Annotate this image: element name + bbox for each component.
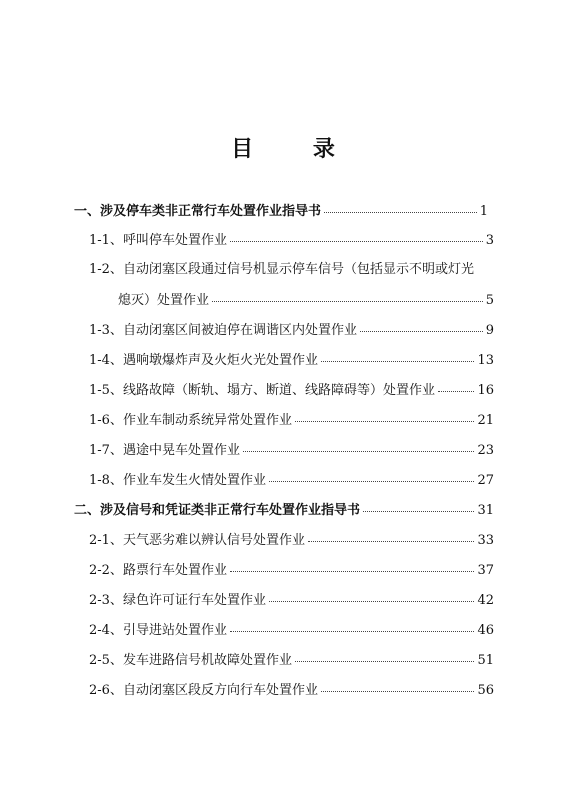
toc-item-number: 1-5、: [89, 383, 123, 398]
toc-page-number: 37: [477, 563, 494, 578]
toc-section-1[interactable]: [0, 201, 566, 221]
toc-page-number: 16: [477, 383, 494, 398]
toc-item-label: 遇途中晃车处置作业: [122, 443, 240, 458]
toc-page-number: 33: [477, 533, 494, 548]
toc-item-number: 1-4、: [89, 353, 123, 368]
toc-page-number: 5: [485, 293, 494, 308]
toc-item-label: 作业车发生火情处置作业: [122, 473, 266, 488]
toc-item-label: 自动闭塞区段通过信号机显示停车信号（包括显示不明或灯光: [122, 262, 474, 277]
toc-item-number: 2-5、: [89, 653, 123, 668]
toc-item-number: 1-6、: [89, 413, 123, 428]
toc-item-1-5[interactable]: [0, 380, 566, 400]
leader-dots: [324, 199, 477, 213]
page-title: 目 录: [231, 137, 361, 162]
leader-dots: [230, 558, 475, 572]
toc-item-1-6[interactable]: [0, 410, 566, 430]
toc-item-2-6[interactable]: [0, 680, 566, 700]
toc-item-2-4[interactable]: [0, 620, 566, 640]
toc-page-number: 23: [477, 443, 494, 458]
toc-page-number: 27: [477, 473, 494, 488]
toc-page-number: 56: [477, 683, 494, 698]
toc-item-number: 1-7、: [89, 443, 123, 458]
leader-dots: [308, 528, 475, 542]
toc-page-number: 1: [479, 204, 488, 219]
leader-dots: [212, 288, 483, 302]
toc-item-1-2-continued[interactable]: [0, 290, 566, 310]
toc-page-number: 42: [477, 593, 494, 608]
toc-item-1-1[interactable]: [0, 230, 566, 250]
toc-item-1-2[interactable]: [0, 260, 566, 280]
toc-item-label-continued: 熄灭）处置作业: [118, 293, 210, 308]
leader-dots: [360, 318, 483, 332]
toc-item-number: 2-1、: [89, 533, 123, 548]
toc-item-2-1[interactable]: [0, 530, 566, 550]
leader-dots: [363, 498, 474, 512]
toc-section-label: 二、涉及信号和凭证类非正常行车处置作业指导书: [74, 503, 361, 518]
toc-item-number: 1-1、: [89, 233, 123, 248]
leader-dots: [438, 378, 475, 392]
leader-dots: [243, 438, 475, 452]
leader-dots: [269, 468, 475, 482]
toc-item-label: 引导进站处置作业: [122, 623, 227, 638]
toc-page-number: 13: [477, 353, 494, 368]
leader-dots: [269, 588, 475, 602]
toc-page-number: 46: [477, 623, 494, 638]
toc-item-label: 遇响墩爆炸声及火炬火光处置作业: [122, 353, 318, 368]
toc-item-2-5[interactable]: [0, 650, 566, 670]
toc-section-label: 一、涉及停车类非正常行车处置作业指导书: [74, 204, 322, 219]
toc-item-1-7[interactable]: [0, 440, 566, 460]
toc-item-number: 2-2、: [89, 563, 123, 578]
toc-page-number: 3: [485, 233, 494, 248]
toc-item-number: 1-3、: [89, 323, 123, 338]
toc-item-number: 1-2、: [89, 262, 123, 277]
toc-section-2[interactable]: [0, 500, 566, 520]
leader-dots: [230, 228, 483, 242]
toc-item-label: 绿色许可证行车处置作业: [122, 593, 266, 608]
toc-item-1-3[interactable]: [0, 320, 566, 340]
leader-dots: [295, 648, 475, 662]
leader-dots: [230, 618, 475, 632]
toc-page-number: 21: [477, 413, 494, 428]
toc-item-1-4[interactable]: [0, 350, 566, 370]
toc-item-label: 自动闭塞区段反方向行车处置作业: [122, 683, 318, 698]
toc-item-label: 线路故障（断轨、塌方、断道、线路障碍等）处置作业: [122, 383, 435, 398]
leader-dots: [321, 678, 475, 692]
toc-item-2-3[interactable]: [0, 590, 566, 610]
toc-item-label: 呼叫停车处置作业: [122, 233, 227, 248]
toc-item-2-2[interactable]: [0, 560, 566, 580]
toc-page-number: 9: [485, 323, 494, 338]
toc-item-number: 2-4、: [89, 623, 123, 638]
toc-item-number: 2-3、: [89, 593, 123, 608]
toc-item-number: 1-8、: [89, 473, 123, 488]
toc-item-label: 路票行车处置作业: [122, 563, 227, 578]
toc-item-label: 天气恶劣难以辨认信号处置作业: [122, 533, 305, 548]
toc-item-label: 发车进路信号机故障处置作业: [122, 653, 292, 668]
toc-page-number: 51: [477, 653, 494, 668]
leader-dots: [321, 348, 475, 362]
toc-page-number: 31: [477, 503, 494, 518]
toc-item-number: 2-6、: [89, 683, 123, 698]
toc-item-label: 作业车制动系统异常处置作业: [122, 413, 292, 428]
leader-dots: [295, 408, 475, 422]
toc-item-label: 自动闭塞区间被迫停在调谐区内处置作业: [122, 323, 357, 338]
toc-item-1-8[interactable]: [0, 470, 566, 490]
